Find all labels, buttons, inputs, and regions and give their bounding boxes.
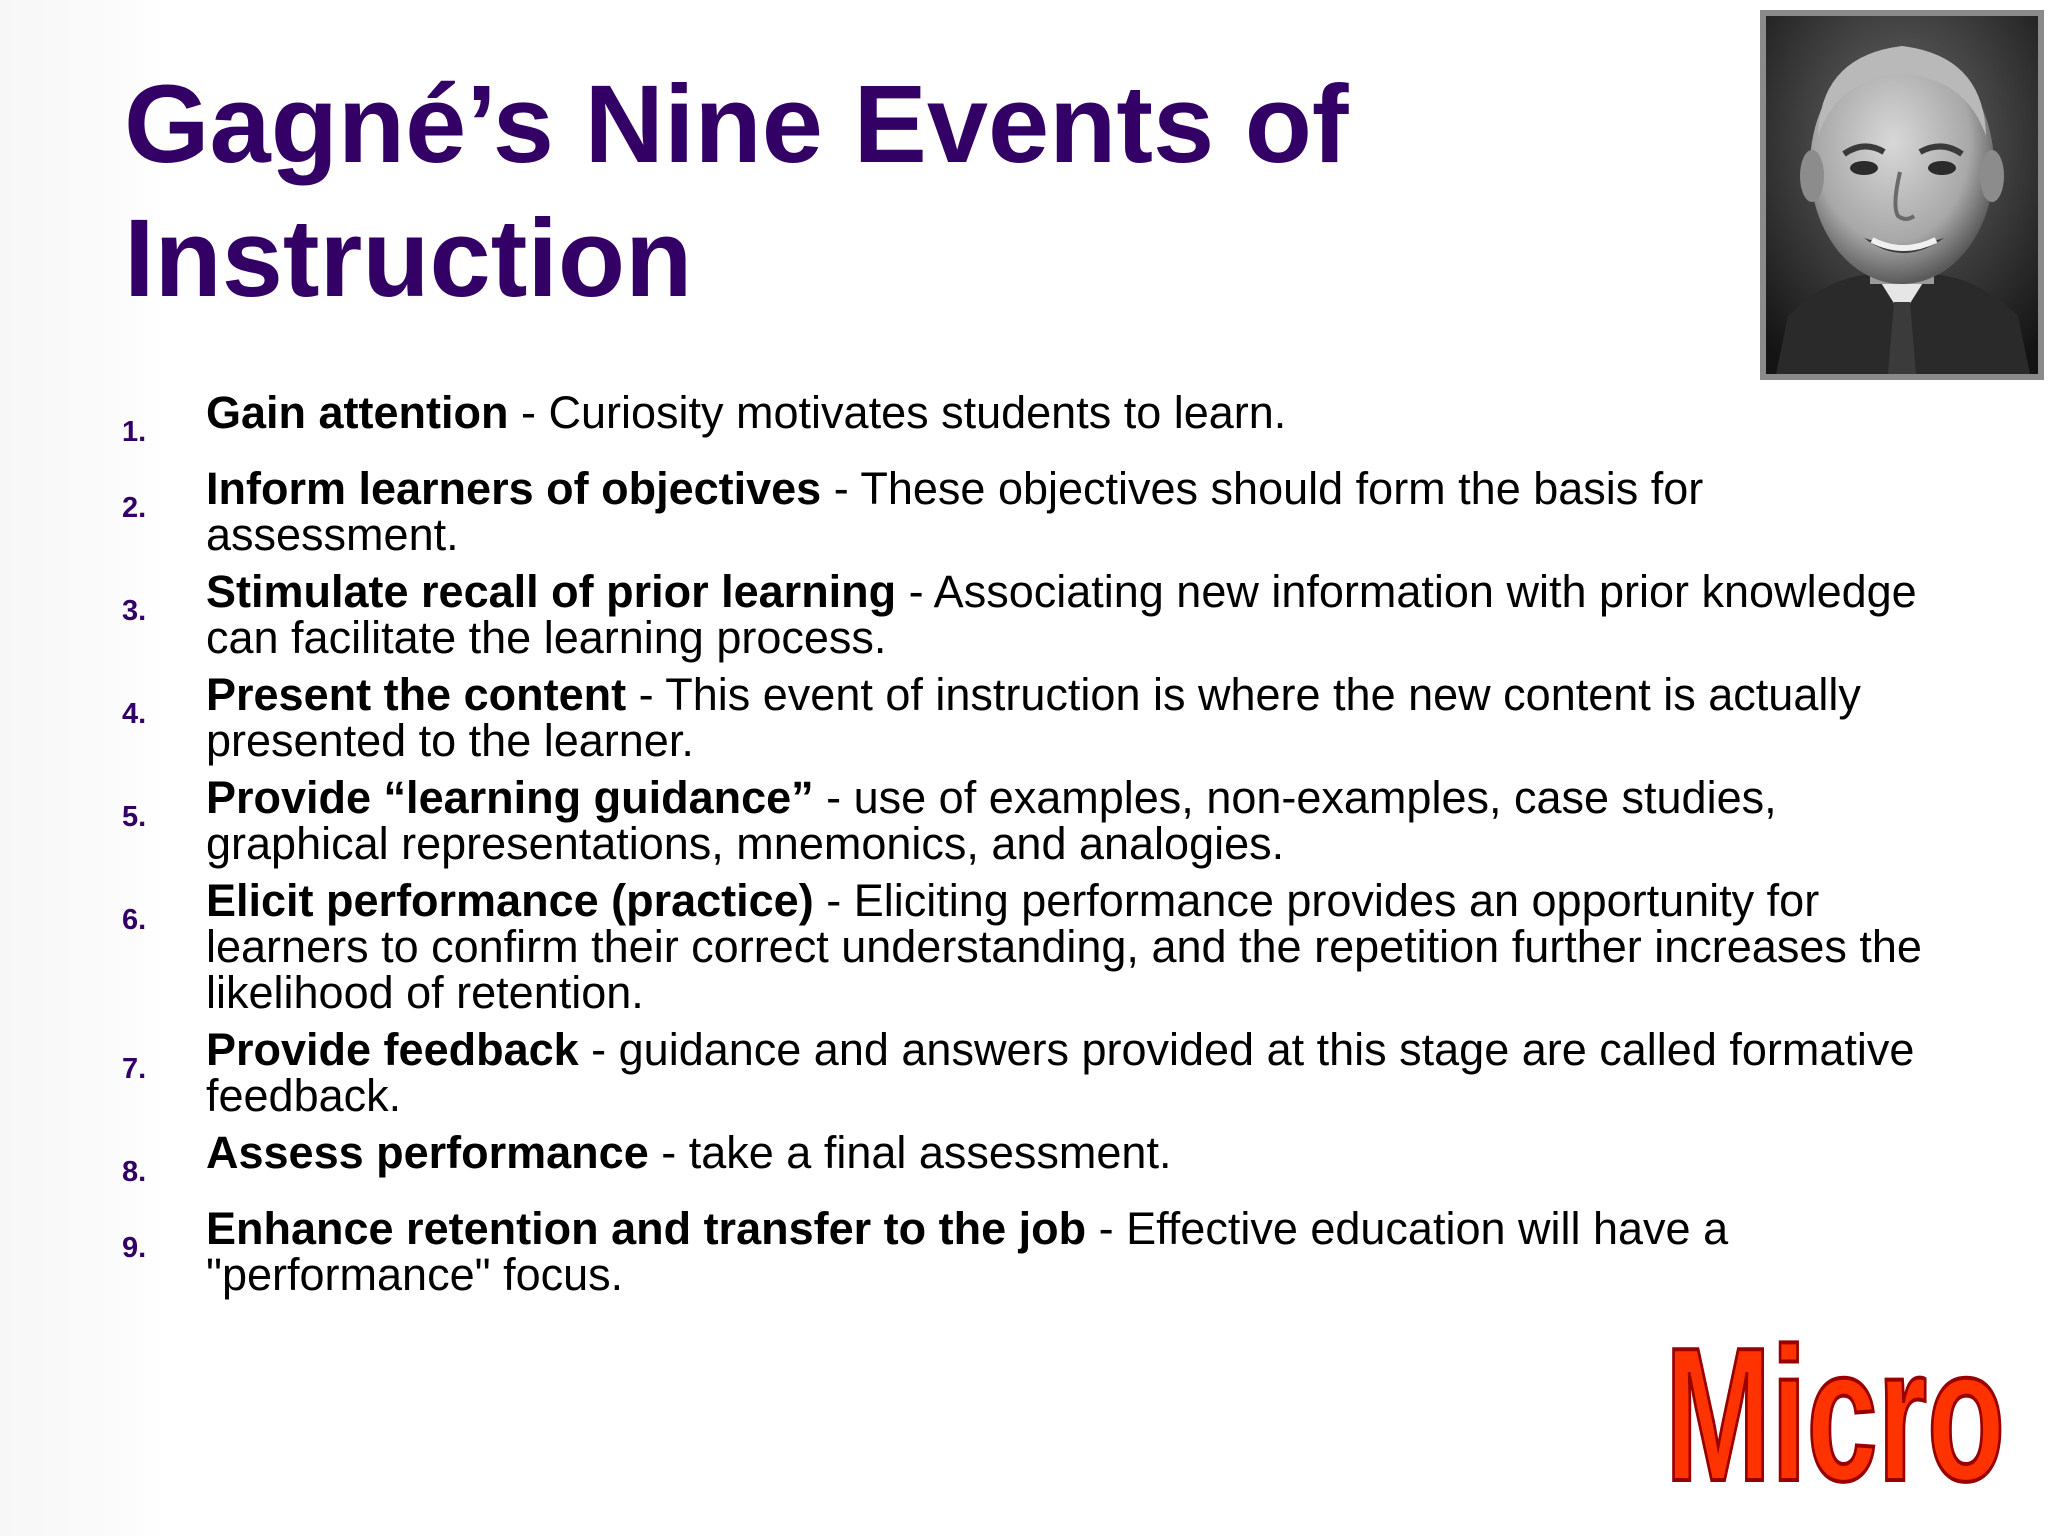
event-text [206, 1203, 1922, 1300]
event-description: - use of examples, non-examples, case studies, graphical representations, mnemonics, and analogies. [206, 772, 1777, 869]
event-name: Enhance retention and transfer to the job [206, 1203, 1087, 1254]
event-name: Gain attention [206, 387, 509, 438]
list-item-event-7 [122, 1024, 1922, 1121]
event-text [206, 772, 1922, 869]
events-list [122, 387, 1922, 1309]
portrait-photo [1760, 10, 2044, 380]
event-text [206, 669, 1922, 766]
event-description: - This event of instruction is where the new content is actually presented to the learner. [206, 669, 1861, 766]
list-item-event-5 [122, 772, 1922, 869]
event-number: 7. [122, 1053, 147, 1085]
event-text [206, 387, 1922, 438]
event-name: Provide feedback [206, 1024, 579, 1075]
event-number: 1. [122, 416, 147, 448]
event-description: - Effective education will have a "performance" focus. [206, 1203, 1729, 1300]
event-description: - Curiosity motivates students to learn. [508, 387, 1287, 438]
list-item-event-9 [122, 1203, 1922, 1300]
event-name: Stimulate recall of prior learning [206, 566, 897, 617]
event-name: Provide “learning guidance” [206, 772, 814, 823]
event-description: - Eliciting performance provides an opportunity for learners to confirm their correct understanding, and the repetition further increases the likelihood of retention. [206, 875, 1922, 1018]
event-number: 8. [122, 1156, 147, 1188]
event-text [206, 463, 1922, 560]
event-text [206, 1127, 1922, 1178]
list-item-event-3 [122, 566, 1922, 663]
event-text [206, 566, 1922, 663]
event-description: - These objectives should form the basis for assessment. [206, 463, 1704, 560]
event-text [206, 1024, 1922, 1121]
list-item-event-2 [122, 463, 1922, 560]
event-text [206, 875, 1922, 1018]
event-description: - Associating new information with prior knowledge can facilitate the learning process. [206, 566, 1917, 663]
event-number: 6. [122, 904, 147, 936]
event-number: 2. [122, 492, 147, 524]
event-name: Present the content [206, 669, 627, 720]
slide-title: Gagné’s Nine Events of Instruction [124, 63, 1349, 320]
event-name: Inform learners of objectives [206, 463, 822, 514]
event-number: 4. [122, 698, 147, 730]
micro-logo [1655, 1310, 2015, 1500]
list-item-event-1 [122, 387, 1922, 455]
list-item-event-8 [122, 1127, 1922, 1195]
event-description: - guidance and answers provided at this stage are called formative feedback. [206, 1024, 1915, 1121]
list-item-event-6 [122, 875, 1922, 1018]
micro-logo-text: Micro [1665, 1310, 2005, 1500]
list-item-event-4 [122, 669, 1922, 766]
event-description: - take a final assessment. [648, 1127, 1172, 1178]
event-name: Elicit performance (practice) [206, 875, 814, 926]
event-name: Assess performance [206, 1127, 649, 1178]
event-number: 5. [122, 801, 147, 833]
event-number: 9. [122, 1232, 147, 1264]
event-number: 3. [122, 595, 147, 627]
